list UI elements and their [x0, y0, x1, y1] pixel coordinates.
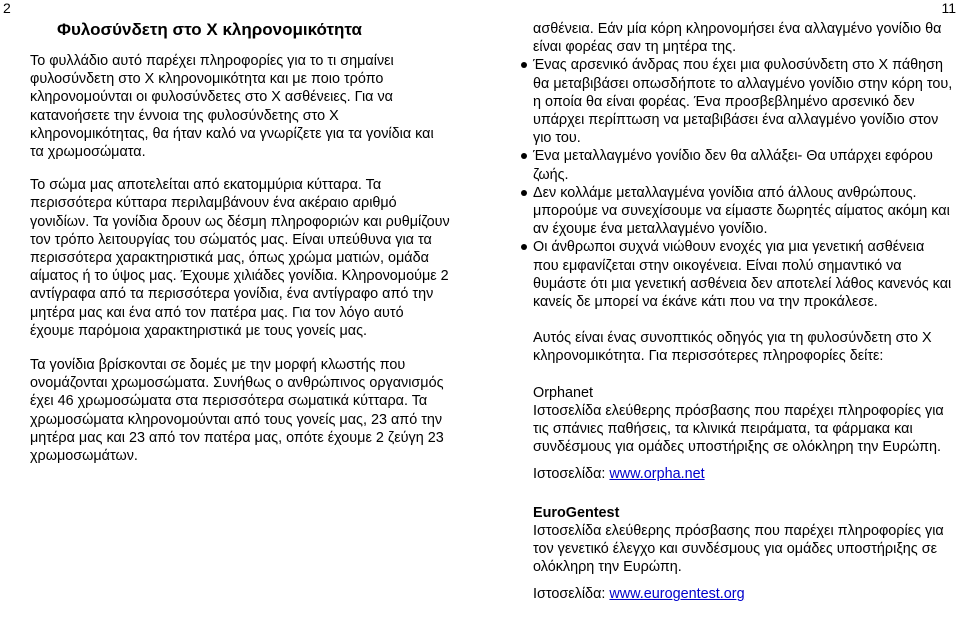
page-number-left: 2 [3, 0, 11, 16]
org-desc-orphanet: Ιστοσελίδα ελεύθερης πρόσβασης που παρέχει πληροφορίες για τις σπάνιες παθήσεις, τα κλινικά πειράματα, τα φάρμακα και συνδέσμους για ομάδες υποστήριξης σε ολόκληρη την Ευρώπη. [533, 402, 944, 456]
page-number-right: 11 [941, 0, 956, 16]
bullet-icon [521, 62, 527, 68]
list-item [533, 184, 953, 239]
site-label: Ιστοσελίδα: [533, 586, 610, 603]
list-item [533, 56, 953, 147]
left-column [30, 0, 450, 465]
org-site-eurogentest [533, 585, 953, 603]
orphanet-link[interactable]: www.orpha.net [609, 466, 705, 483]
bullet-icon [521, 190, 527, 196]
list-item [533, 147, 953, 183]
intro-paragraph: Το φυλλάδιο αυτό παρέχει πληροφορίες για το τι σημαίνει φυλοσύνδετη στο Χ κληρονομικότητα και με ποιο τρόπο κληρονομούνται οι φυλοσύνδετες στο Χ ασθένειες. Για να κατανοήσετε την έννοια της φυλοσύνδετης στο Χ κληρονομικότητας, θα ήταν καλό να γνωρίζετε για τα γονίδια και τα χρωμοσώματα. [30, 53, 434, 161]
key-points-list [533, 56, 953, 311]
org-desc-eurogentest: Ιστοσελίδα ελεύθερης πρόσβασης που παρέχει πληροφορίες για τον γενετικό έλεγχο και συνδέσμους για ομάδες υποστήριξης σε ολόκληρη την Ευρώπη. [533, 522, 944, 576]
cells-paragraph: Το σώμα μας αποτελείται από εκατομμύρια κύτταρα. Τα περισσότερα κύτταρα περιλαμβάνουν ένα ακέραιο αριθμό γονιδίων. Τα γονίδια δρουν ως δέσμη πληροφοριών και ρυθμίζουν τον τρόπο λειτουργίας του σώματός μας. Είναι υπεύθυνα για τα περισσότερα χαρακτηριστικά μας, όπως χρώμα ματιών, ομάδα αίματος ή το ύψος μας. Έχουμε χιλιάδες γονίδια. Κληρονομούμε 2 αντίγραφα από τα περισσότερα γονίδια, ένα αντίγραφο από την μητέρα μας και ένα από τον πατέρα μας. Για τον λόγο αυτό έχουμε παρόμοια χαρακτηριστικά με τους γονείς μας. [30, 177, 450, 339]
page-title: Φυλοσύνδετη στο Χ κληρονομικότητα [57, 20, 362, 39]
list-item [533, 238, 953, 311]
chromosomes-paragraph: Τα γονίδια βρίσκονται σε δομές με την μορφή κλωστής που ονομάζονται χρωμοσώματα. Συνήθως ο ανθρώπινος οργανισμός έχει 46 χρωμοσώματα στα περισσότερα σωματικά κύτταρα. Τα χρωμοσώματα κληρονομούνται από τους γονείς μας, 23 από την μητέρα μας και 23 από τον πατέρα μας, οπότε έχουμε 2 ζεύγη 23 χρωμοσωμάτων. [30, 357, 444, 465]
org-name-eurogentest: EuroGentest [533, 504, 620, 521]
right-column [533, 0, 953, 604]
bullet-icon [521, 244, 527, 250]
bullet-text: Ένας αρσενικό άνδρας που έχει μια φυλοσύνδετη στο Χ πάθηση θα μεταβιβάσει οπωσδήποτε το αλλαγμένο γονίδιο στην κόρη του, η οποία θα είναι φορέας. Ένα προσβεβλημένο αρσενικό δεν υπάρχει περίπτωση να μεταβιβάσει ένα αλλαγμένο γονίδιο στον γιο του. [533, 57, 953, 147]
continuation-text: ασθένεια. Εάν μία κόρη κληρονομήσει ένα αλλαγμένο γονίδιο θα είναι φορέας σαν τη μητέρα της. [533, 21, 942, 56]
org-site-orphanet [533, 465, 953, 483]
bullet-text: Ένα μεταλλαγμένο γονίδιο δεν θα αλλάξει- Θα υπάρχει εφόρου ζωής. [533, 148, 933, 183]
site-label: Ιστοσελίδα: [533, 466, 610, 483]
bullet-icon [521, 153, 527, 159]
eurogentest-link[interactable]: www.eurogentest.org [609, 586, 745, 603]
bullet-text: Οι άνθρωποι συχνά νιώθουν ενοχές για μια γενετική ασθένεια που εμφανίζεται στην οικογένεια. Είναι πολύ σημαντικό να θυμάστε ότι μια γενετική ασθένεια δεν αποτελεί λάθος κανενός και κανείς δε μπορεί να έκάνε κάτι που να την προκάλεσε. [533, 239, 952, 311]
summary-paragraph: Αυτός είναι ένας συνοπτικός οδηγός για τη φυλοσύνδετη στο Χ κληρονομικότητα. Για περισσότερες πληροφορίες δείτε: [533, 330, 932, 365]
org-name-orphanet: Orphanet [533, 384, 594, 401]
bullet-text: Δεν κολλάμε μεταλλαγμένα γονίδια από άλλους ανθρώπους. μπορούμε να συνεχίσουμε να είμαστε δωρητές αίματος ακόμη και αν έχουμε ένα μεταλλαγμένο γονίδιο. [533, 184, 950, 238]
